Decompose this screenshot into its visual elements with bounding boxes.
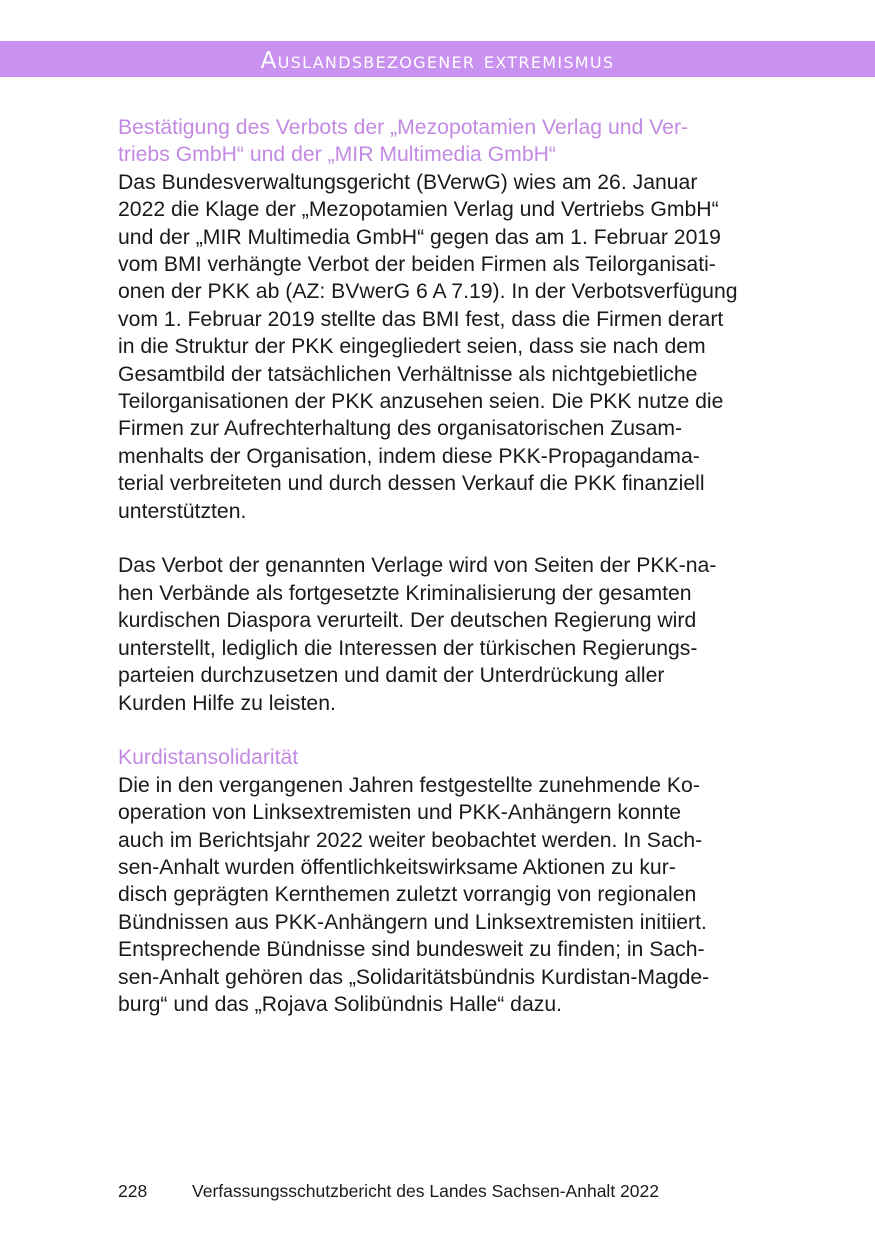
paragraph-spacer <box>118 525 763 552</box>
text-line: Bündnissen aus PKK-Anhängern und Linksextremisten initiiert. <box>118 910 707 934</box>
text-line: terial verbreiteten und durch dessen Verkauf die PKK finanziell <box>118 472 705 496</box>
text-line: auch im Berichtsjahr 2022 weiter beobachtet werden. In Sach- <box>118 828 703 852</box>
heading-line: triebs GmbH“ und der „MIR Multimedia GmbH“ <box>118 143 556 167</box>
text-line: Entsprechende Bündnisse sind bundesweit zu finden; in Sach- <box>118 938 705 962</box>
heading-line: Kurdistansolidarität <box>118 746 299 770</box>
paragraph-verbot-details <box>118 169 763 525</box>
text-line: kurdischen Diaspora verurteilt. Der deutschen Regierung wird <box>118 609 697 633</box>
chapter-header-bar <box>0 41 875 77</box>
section-heading-kurdistansolidaritaet <box>118 744 763 771</box>
text-line: unterstellt, lediglich die Interessen der türkischen Regierungs- <box>118 636 698 660</box>
text-line: vom BMI verhängte Verbot der beiden Firmen als Teilorganisati- <box>118 253 716 277</box>
text-line: disch geprägten Kernthemen zuletzt vorrangig von regionalen <box>118 883 697 907</box>
text-line: Teilorganisationen der PKK anzusehen seien. Die PKK nutze die <box>118 390 724 414</box>
text-line: 2022 die Klage der „Mezopotamien Verlag und Vertriebs GmbH“ <box>118 198 719 222</box>
text-line: menhalts der Organisation, indem diese PKK-Propagandama- <box>118 444 700 468</box>
page-content <box>118 114 763 1018</box>
paragraph-spacer <box>118 717 763 744</box>
page-footer <box>118 1181 659 1202</box>
text-line: operation von Linksextremisten und PKK-Anhängern konnte <box>118 801 681 825</box>
text-line: sen-Anhalt gehören das „Solidaritätsbündnis Kurdistan-Magde- <box>118 965 710 989</box>
text-line: Das Verbot der genannten Verlage wird von Seiten der PKK-na- <box>118 554 717 578</box>
text-line: und der „MIR Multimedia GmbH“ gegen das am 1. Februar 2019 <box>118 225 721 249</box>
text-line: hen Verbände als fortgesetzte Kriminalisierung der gesamten <box>118 581 692 605</box>
text-line: in die Struktur der PKK eingegliedert seien, dass sie nach dem <box>118 335 706 359</box>
paragraph-kurdistansolidaritaet <box>118 772 763 1019</box>
text-line: Kurden Hilfe zu leisten. <box>118 691 336 715</box>
text-line: parteien durchzusetzen und damit der Unterdrückung aller <box>118 664 665 688</box>
text-line: unterstützten. <box>118 499 247 523</box>
page-number: 228 <box>118 1181 148 1201</box>
text-line: burg“ und das „Rojava Solibündnis Halle“ dazu. <box>118 992 563 1016</box>
text-line: Das Bundesverwaltungsgericht (BVerwG) wies am 26. Januar <box>118 170 698 194</box>
chapter-title: Auslandsbezogener extremismus <box>260 48 615 74</box>
heading-line: Bestätigung des Verbots der „Mezopotamien Verlag und Ver- <box>118 116 689 139</box>
paragraph-verbot-reaction <box>118 552 763 716</box>
text-line: sen-Anhalt wurden öffentlichkeitswirksame Aktionen zu kur- <box>118 855 676 879</box>
section-heading-verbot <box>118 114 763 169</box>
text-line: Die in den vergangenen Jahren festgestellte zunehmende Ko- <box>118 773 700 797</box>
text-line: onen der PKK ab (AZ: BVwerG 6 A 7.19). In der Verbotsverfügung <box>118 280 738 304</box>
text-line: Firmen zur Aufrechterhaltung des organisatorischen Zusam- <box>118 417 683 441</box>
publication-title: Verfassungsschutzbericht des Landes Sachsen-Anhalt 2022 <box>192 1181 659 1201</box>
text-line: Gesamtbild der tatsächlichen Verhältnisse als nichtgebietliche <box>118 362 698 386</box>
text-line: vom 1. Februar 2019 stellte das BMI fest, dass die Firmen derart <box>118 307 724 331</box>
